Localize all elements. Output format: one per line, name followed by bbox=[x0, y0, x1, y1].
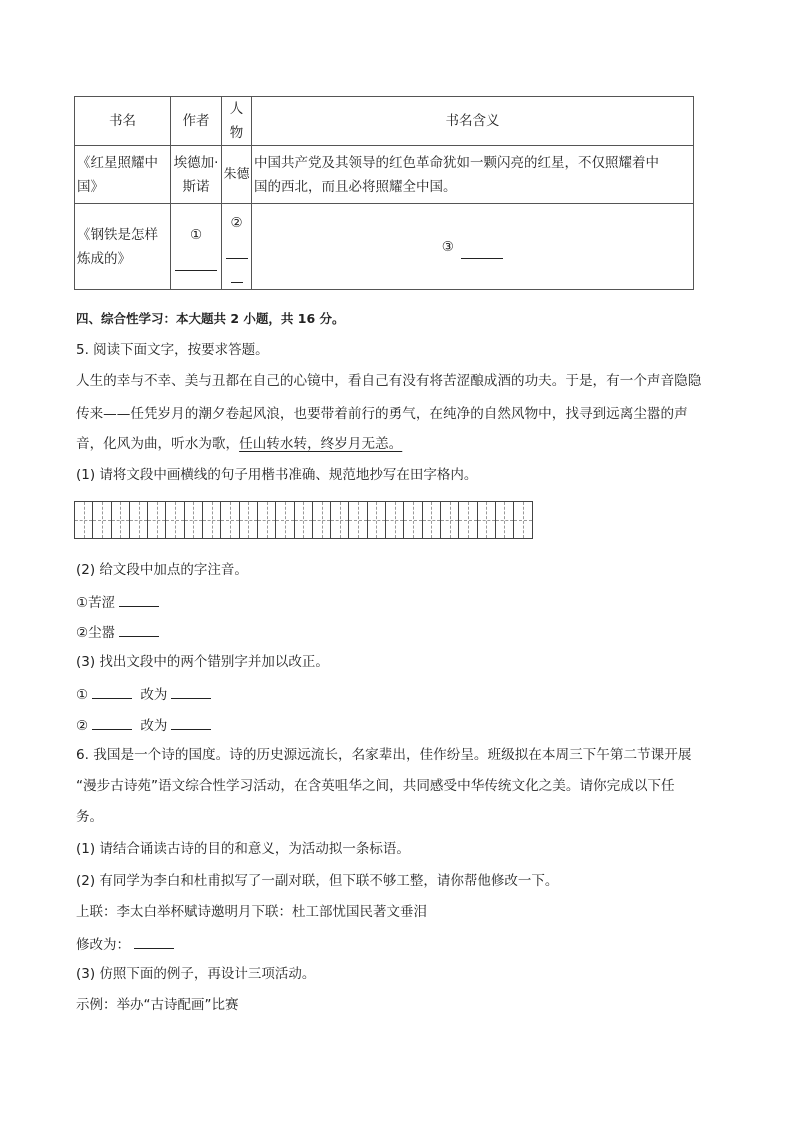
q5-sub2-b: ②尘嚣 bbox=[76, 622, 159, 642]
couplet: 上联：李太白举杯赋诗邀明月下联：杜工部忧国民著文垂泪 bbox=[76, 904, 427, 920]
grid-cell[interactable] bbox=[258, 502, 276, 538]
row1-person: 朱德 bbox=[222, 146, 252, 204]
q5-sub3-a: ① 改为 bbox=[76, 684, 211, 704]
q5-sub1: (1) 请将文段中画横线的句子用楷书准确、规范地抄写在田字格内。 bbox=[76, 467, 478, 483]
row1-author: 埃德加· 斯诺 bbox=[171, 146, 222, 204]
header-author: 作者 bbox=[171, 97, 222, 146]
grid-cell[interactable] bbox=[386, 502, 404, 538]
answer-blank[interactable] bbox=[134, 934, 174, 949]
grid-cell[interactable] bbox=[130, 502, 148, 538]
row1-meaning: 中国共产党及其领导的红色革命犹如一颗闪亮的红星，不仅照耀着中 国的西北，而且必将照耀全中国。 bbox=[252, 146, 694, 204]
q6-sub2: (2) 有同学为李白和杜甫拟写了一副对联，但下联不够工整，请你帮他修改一下。 bbox=[76, 873, 559, 889]
q6-sub1: (1) 请结合诵读古诗的目的和意义，为活动拟一条标语。 bbox=[76, 841, 410, 857]
grid-cell[interactable] bbox=[166, 502, 184, 538]
example-line: 示例：举办“古诗配画”比赛 bbox=[76, 997, 239, 1013]
question-6-stem-2: “漫步古诗苑”语文综合性学习活动，在含英咀华之间，共同感受中华传统文化之美。请你完成以下任 bbox=[76, 778, 675, 794]
grid-cell[interactable] bbox=[112, 502, 130, 538]
q5-sub3: (3) 找出文段中的两个错别字并加以改正。 bbox=[76, 654, 329, 670]
grid-cell[interactable] bbox=[240, 502, 258, 538]
q5-sub2-a: ①苦涩 bbox=[76, 592, 159, 612]
book-table bbox=[74, 96, 694, 290]
q6-sub3: (3) 仿照下面的例子，再设计三项活动。 bbox=[76, 966, 316, 982]
grid-cell[interactable] bbox=[423, 502, 441, 538]
revise-line: 修改为： bbox=[76, 934, 174, 954]
grid-cell[interactable] bbox=[276, 502, 294, 538]
grid-cell[interactable] bbox=[93, 502, 111, 538]
grid-cell[interactable] bbox=[441, 502, 459, 538]
grid-cell[interactable] bbox=[368, 502, 386, 538]
question-6-stem-1: 6. 我国是一个诗的国度。诗的历史源远流长，名家辈出，佳作纷呈。班级拟在本周三下午第二节课开展 bbox=[76, 747, 692, 763]
header-book-title: 书名 bbox=[75, 97, 171, 146]
grid-cell[interactable] bbox=[331, 502, 349, 538]
question-5-stem: 5. 阅读下面文字，按要求答题。 bbox=[76, 342, 269, 358]
table-row bbox=[75, 146, 694, 204]
answer-blank[interactable] bbox=[92, 684, 132, 699]
grid-cell[interactable] bbox=[349, 502, 367, 538]
grid-cell[interactable] bbox=[221, 502, 239, 538]
grid-cell[interactable] bbox=[404, 502, 422, 538]
row2-title: 《钢铁是怎样 炼成的》 bbox=[75, 204, 171, 290]
header-meaning: 书名含义 bbox=[252, 97, 694, 146]
question-6-stem-3: 务。 bbox=[76, 809, 103, 825]
grid-cell[interactable] bbox=[514, 502, 532, 538]
grid-cell[interactable] bbox=[295, 502, 313, 538]
grid-cell[interactable] bbox=[459, 502, 477, 538]
answer-blank[interactable] bbox=[171, 715, 211, 730]
section-heading: 四、综合性学习：本大题共 2 小题，共 16 分。 bbox=[76, 311, 345, 326]
passage-line-3: 音，化风为曲，听水为歌，任山转水转，终岁月无恙。 bbox=[76, 436, 403, 452]
answer-blank[interactable] bbox=[92, 715, 132, 730]
table-header-row bbox=[75, 97, 694, 146]
answer-blank[interactable] bbox=[119, 592, 159, 607]
tianzige-grid[interactable] bbox=[74, 501, 533, 539]
underlined-sentence: 任山转水转，终岁月无恙。 bbox=[239, 436, 403, 452]
passage-line-1: 人生的幸与不幸、美与丑都在自己的心镜中，看自己有没有将苦涩酿成酒的功夫。于是，有一个声音隐隐 bbox=[76, 373, 702, 389]
row2-person-blank[interactable]: ② bbox=[222, 204, 252, 290]
grid-cell[interactable] bbox=[313, 502, 331, 538]
q5-sub2: (2) 给文段中加点的字注音。 bbox=[76, 562, 248, 578]
passage-line-2: 传来——任凭岁月的潮夕卷起风浪，也要带着前行的勇气，在纯净的自然风物中，找寻到远离尘嚣的声 bbox=[76, 406, 688, 422]
grid-cell[interactable] bbox=[478, 502, 496, 538]
answer-blank[interactable] bbox=[171, 684, 211, 699]
q5-sub3-b: ② 改为 bbox=[76, 715, 211, 735]
grid-cell[interactable] bbox=[75, 502, 93, 538]
answer-blank[interactable] bbox=[119, 622, 159, 637]
table-row bbox=[75, 204, 694, 290]
grid-cell[interactable] bbox=[185, 502, 203, 538]
header-person: 人物 bbox=[222, 97, 252, 146]
grid-cell[interactable] bbox=[203, 502, 221, 538]
row2-meaning-blank[interactable]: ③ bbox=[252, 204, 694, 290]
grid-cell[interactable] bbox=[496, 502, 514, 538]
row1-title: 《红星照耀中 国》 bbox=[75, 146, 171, 204]
grid-cell[interactable] bbox=[148, 502, 166, 538]
row2-author-blank[interactable]: ① bbox=[171, 204, 222, 290]
